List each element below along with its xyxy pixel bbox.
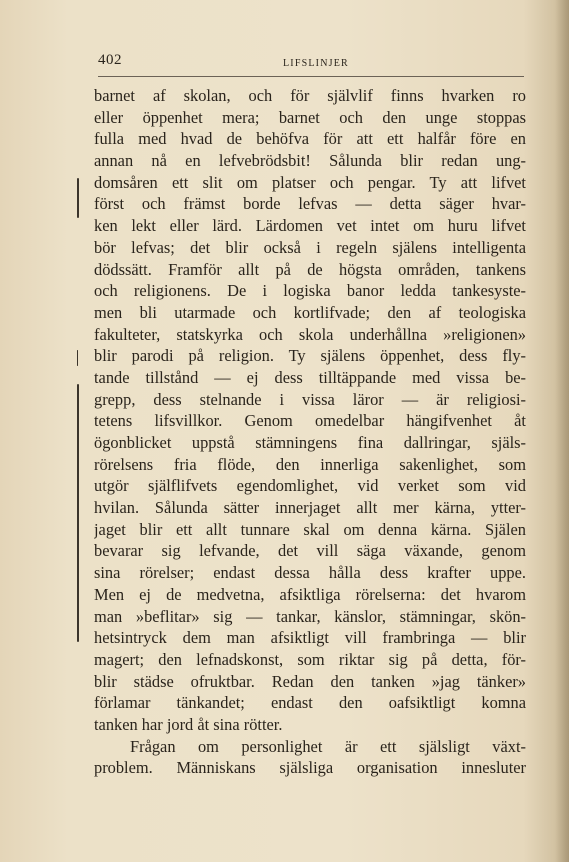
text-line: rörelsens fria flöde, den innerliga sakenlighet, som (94, 454, 526, 474)
running-title: LIFSLINJER (283, 58, 349, 69)
text-line: magert; den lefnadskonst, som riktar sig på detta, för- (94, 649, 526, 669)
margin-pencil-mark (77, 384, 79, 642)
text-line: tande tillstånd — ej dess tilltäppande med vissa be- (94, 367, 526, 387)
page-spine-shadow (555, 0, 569, 862)
margin-pencil-mark (77, 178, 79, 218)
text-line: fulla med hvad de behöfva för att ett halfår före en (94, 129, 526, 149)
text-line: eller öppenhet mera; barnet och den unge stoppas (94, 107, 526, 127)
text-line: bevarar sig lefvande, det vill säga växande, genom (94, 541, 526, 561)
text-line: blir städse ofruktbar. Redan den tanken »jag tänker» (94, 671, 526, 691)
text-line: men bli utarmade och kortlifvade; den af teologiska (94, 302, 526, 322)
text-line: jaget blir ett allt tunnare skal om denna kärna. Själen (94, 519, 526, 539)
text-line: förlamar tänkandet; endast den oafsiktligt komna (94, 693, 526, 713)
text-line: Frågan om personlighet är ett själsligt växt- (130, 736, 526, 756)
text-line: tanken har jord åt sina rötter. (94, 714, 283, 734)
text-line: och religionens. De i logiska banor ledda tankesyste- (94, 281, 526, 301)
text-line: tetens lifsvillkor. Genom omedelbar hängifvenhet åt (94, 411, 526, 431)
text-line: barnet af skolan, och för självlif finns hvarken ro (94, 86, 526, 105)
text-line: man »beflitar» sig — tankar, känslor, stämningar, skön- (94, 606, 526, 626)
text-line: fakulteter, statskyrka och skola underhållna »religionen» (94, 324, 526, 344)
text-line: domsåren ett slit om platser och pengar. Ty att lifvet (94, 172, 526, 192)
margin-pencil-mark (77, 350, 78, 366)
text-line: ögonblicket uppstå stämningens fina dallringar, själs- (94, 433, 526, 452)
text-line: bör lefvas; det blir också i regeln själens intelligenta (94, 237, 526, 257)
text-line: sina rörelser; endast dessa hålla dess krafter uppe. (94, 563, 526, 583)
page-number: 402 (98, 52, 122, 68)
text-line: hvilan. Sålunda sätter innerjaget allt mer kärna, ytter- (94, 498, 526, 518)
text-line: problem. Människans själsliga organisation innesluter (94, 758, 526, 778)
text-line: blir parodi på religion. Ty själens öppenhet, dess fly- (94, 346, 526, 366)
text-line: Men ej de medvetna, afsiktliga rörelserna: det hvarom (94, 584, 526, 604)
text-line: dödssätt. Framför allt på de högsta områden, tankens (94, 259, 526, 279)
page-header (98, 52, 524, 77)
text-line: grepp, dess stelnande i vissa läror — är religiosi- (94, 389, 526, 409)
text-line: utgör själflifvets egendomlighet, vid verket som vid (94, 476, 526, 496)
text-line: först och främst borde lefvas — detta säger hvar- (94, 194, 526, 214)
body-text (94, 85, 526, 779)
text-line: hetsintryck dem man afsiktligt vill frambringa — blir (94, 628, 526, 648)
text-line: annan nå en lefvebrödsbit! Sålunda blir redan ung- (94, 151, 526, 171)
text-line: ken lekt eller lärd. Lärdomen vet intet om huru lifvet (94, 216, 526, 236)
